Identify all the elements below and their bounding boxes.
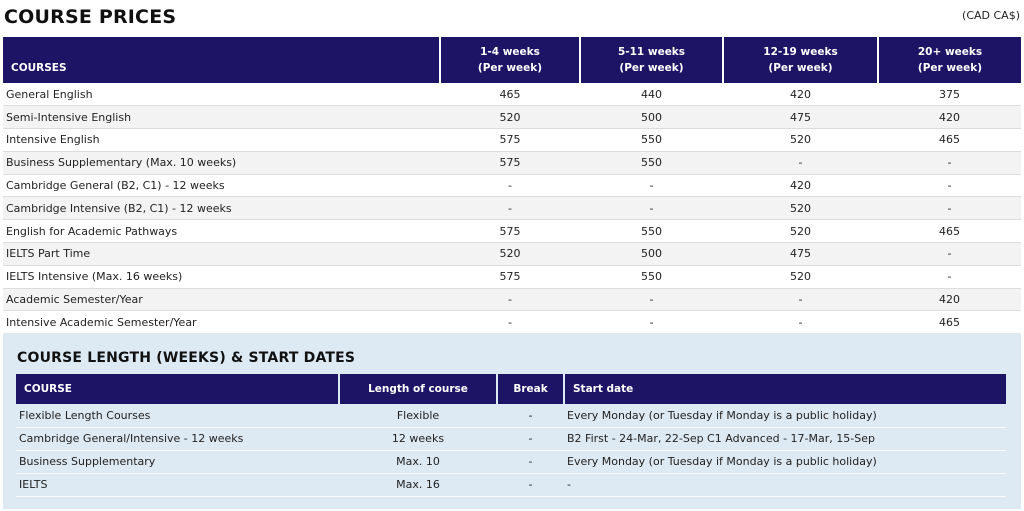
header-label: 12-19 weeks <box>763 46 838 58</box>
price-cell: 475 <box>723 106 878 129</box>
header-sublabel: (Per week) <box>619 62 684 74</box>
section-title: COURSE LENGTH (WEEKS) & START DATES <box>17 350 356 366</box>
price-cell: 420 <box>878 106 1021 129</box>
price-cell: - <box>878 151 1021 174</box>
price-cell: 420 <box>723 174 878 197</box>
header-start-date: Start date <box>564 374 1006 404</box>
price-cell: - <box>723 311 878 334</box>
header-sublabel: (Per week) <box>917 62 983 74</box>
header-sublabel: (Per week) <box>477 62 543 74</box>
course-prices-table <box>3 37 1021 334</box>
header-20-plus-weeks <box>878 37 1021 83</box>
table-row <box>3 265 1021 288</box>
price-cell: 475 <box>723 243 878 266</box>
price-cell: - <box>580 311 723 334</box>
table-row <box>16 404 1006 427</box>
table-row <box>16 427 1006 450</box>
price-cell: - <box>723 288 878 311</box>
price-cell: 520 <box>440 243 580 266</box>
price-cell: - <box>440 174 580 197</box>
price-cell: 550 <box>580 220 723 243</box>
start-date-cell: - <box>564 473 1006 496</box>
price-cell: 520 <box>723 129 878 152</box>
table-row <box>16 450 1006 473</box>
price-cell: - <box>580 288 723 311</box>
price-cell: - <box>440 197 580 220</box>
table-row <box>3 174 1021 197</box>
price-cell: 465 <box>440 83 580 106</box>
price-cell: - <box>878 243 1021 266</box>
table-row <box>3 129 1021 152</box>
price-cell: - <box>878 174 1021 197</box>
header-course: COURSE <box>16 374 339 404</box>
price-cell: 465 <box>878 129 1021 152</box>
price-cell: - <box>580 174 723 197</box>
price-cell: - <box>723 151 878 174</box>
header-courses: COURSES <box>3 37 440 83</box>
price-cell: - <box>580 197 723 220</box>
start-dates-table <box>16 374 1006 497</box>
price-cell: - <box>440 288 580 311</box>
header-label: 5-11 weeks <box>617 46 686 58</box>
table-row <box>3 83 1021 106</box>
start-date-cell: Every Monday (or Tuesday if Monday is a public holiday) <box>564 450 1006 473</box>
price-cell: 575 <box>440 129 580 152</box>
break-cell: - <box>497 450 564 473</box>
course-name: Intensive Academic Semester/Year <box>3 311 440 334</box>
course-name: Semi-Intensive English <box>3 106 440 129</box>
table-row <box>3 220 1021 243</box>
table-row <box>16 473 1006 496</box>
course-name: IELTS Part Time <box>3 243 440 266</box>
start-date-cell: B2 First - 24-Mar, 22-Sep C1 Advanced - 17-Mar, 15-Sep <box>564 427 1006 450</box>
price-cell: 550 <box>580 129 723 152</box>
header-length: Length of course <box>339 374 497 404</box>
table-row <box>3 197 1021 220</box>
break-cell: - <box>497 473 564 496</box>
length-cell: 12 weeks <box>339 427 497 450</box>
course-name: Flexible Length Courses <box>16 404 339 427</box>
course-name: Cambridge Intensive (B2, C1) - 12 weeks <box>3 197 440 220</box>
dates-header-row <box>16 374 1006 404</box>
header-12-19-weeks <box>723 37 878 83</box>
length-cell: Max. 10 <box>339 450 497 473</box>
course-name: Business Supplementary (Max. 10 weeks) <box>3 151 440 174</box>
price-cell: 500 <box>580 106 723 129</box>
table-row <box>3 243 1021 266</box>
start-date-cell: Every Monday (or Tuesday if Monday is a public holiday) <box>564 404 1006 427</box>
start-dates-section <box>3 333 1021 509</box>
length-cell: Flexible <box>339 404 497 427</box>
price-cell: 440 <box>580 83 723 106</box>
price-cell: - <box>878 197 1021 220</box>
prices-header-row <box>3 37 1021 83</box>
price-cell: - <box>440 311 580 334</box>
length-cell: Max. 16 <box>339 473 497 496</box>
header-5-11-weeks <box>580 37 723 83</box>
course-name: Cambridge General (B2, C1) - 12 weeks <box>3 174 440 197</box>
price-cell: 575 <box>440 151 580 174</box>
course-name: General English <box>3 83 440 106</box>
header-label: 1-4 weeks <box>480 46 540 58</box>
course-name: Academic Semester/Year <box>3 288 440 311</box>
price-cell: 550 <box>580 265 723 288</box>
course-name: Business Supplementary <box>16 450 339 473</box>
course-name: IELTS <box>16 473 339 496</box>
table-row <box>3 311 1021 334</box>
price-cell: 420 <box>723 83 878 106</box>
table-row <box>3 151 1021 174</box>
currency-label: (CAD CA$) <box>962 9 1020 22</box>
price-cell: 465 <box>878 311 1021 334</box>
price-cell: 520 <box>723 265 878 288</box>
header-sublabel: (Per week) <box>768 62 833 74</box>
price-cell: 420 <box>878 288 1021 311</box>
header-label: 20+ weeks <box>917 46 983 58</box>
course-name: English for Academic Pathways <box>3 220 440 243</box>
price-cell: 550 <box>580 151 723 174</box>
page-title: COURSE PRICES <box>4 6 177 28</box>
price-cell: - <box>878 265 1021 288</box>
price-cell: 575 <box>440 265 580 288</box>
price-cell: 500 <box>580 243 723 266</box>
break-cell: - <box>497 427 564 450</box>
header-break: Break <box>497 374 564 404</box>
table-row <box>3 106 1021 129</box>
price-cell: 520 <box>723 197 878 220</box>
price-cell: 575 <box>440 220 580 243</box>
header-1-4-weeks <box>440 37 580 83</box>
course-name: Cambridge General/Intensive - 12 weeks <box>16 427 339 450</box>
price-cell: 520 <box>440 106 580 129</box>
price-cell: 465 <box>878 220 1021 243</box>
course-name: Intensive English <box>3 129 440 152</box>
price-cell: 520 <box>723 220 878 243</box>
break-cell: - <box>497 404 564 427</box>
table-row <box>3 288 1021 311</box>
course-name: IELTS Intensive (Max. 16 weeks) <box>3 265 440 288</box>
price-cell: 375 <box>878 83 1021 106</box>
